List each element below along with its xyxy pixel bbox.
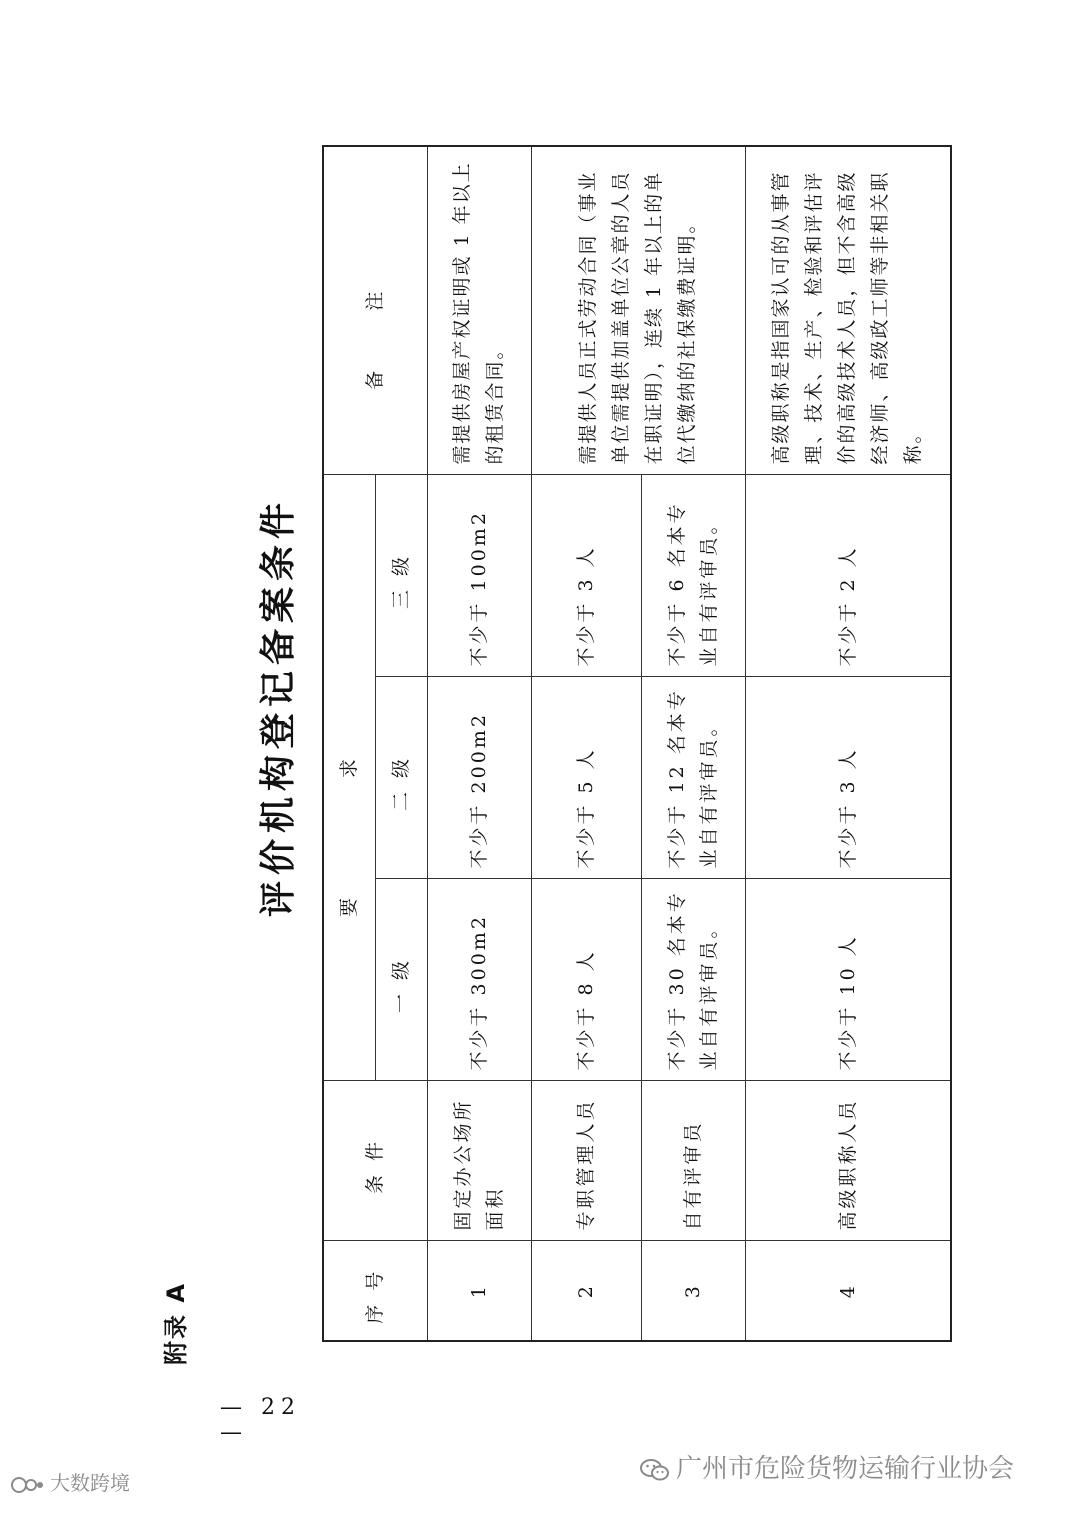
row3-index: 3	[641, 1241, 745, 1341]
row2-level1: 不少于 8 人	[531, 879, 641, 1081]
table-header-row	[323, 146, 375, 1341]
table-row	[427, 146, 531, 1341]
row1-level1: 不少于 300m2	[427, 879, 531, 1081]
row4-index: 4	[745, 1241, 951, 1341]
row3-condition: 自有评审员	[641, 1081, 745, 1241]
row2-index: 2	[531, 1241, 641, 1341]
wechat-icon	[640, 1458, 670, 1482]
header-level3: 三级	[375, 475, 427, 677]
watermark-association-text: 广州市危险货物运输行业协会	[676, 1454, 1015, 1484]
row4-level3: 不少于 2 人	[745, 475, 951, 677]
row3-level2: 不少于 12 名本专业自有评审员。	[641, 677, 745, 879]
row2-level3: 不少于 3 人	[531, 475, 641, 677]
brand-logo-icon	[10, 1474, 46, 1496]
header-index: 序号	[323, 1241, 427, 1341]
table-row	[531, 146, 641, 1341]
header-level2: 二级	[375, 677, 427, 879]
watermark-brand	[10, 1467, 130, 1496]
row4-level1: 不少于 10 人	[745, 879, 951, 1081]
row2-notes: 需提供人员正式劳动合同（事业单位需提供加盖单位公章的人员在职证明），连续 1 年以上的单位代缴纳的社保缴费证明。	[531, 146, 745, 475]
row4-condition: 高级职称人员	[745, 1081, 951, 1241]
row4-notes: 高级职称是指国家认可的从事管理、技术、生产、检验和评估评价的高级技术人员，但不含高级经济师、高级政工师等非相关职称。	[745, 146, 951, 475]
row2-level2: 不少于 5 人	[531, 677, 641, 879]
header-condition: 条件	[323, 1081, 427, 1241]
table-row	[745, 146, 951, 1341]
row1-index: 1	[427, 1241, 531, 1341]
header-requirement: 要求	[323, 475, 375, 1081]
row1-notes: 需提供房屋产权证明或 1 年以上的租赁合同。	[427, 146, 531, 475]
row2-condition: 专职管理人员	[531, 1081, 641, 1241]
rotated-document-page	[150, 19, 1020, 1445]
row4-level2: 不少于 3 人	[745, 677, 951, 879]
page-number: — 22 —	[220, 1395, 301, 1445]
page-title: 评价机构登记备案条件	[257, 497, 299, 918]
header-level1: 一级	[375, 879, 427, 1081]
row1-condition: 固定办公场所面积	[427, 1081, 531, 1241]
header-notes: 备注	[323, 146, 427, 475]
requirements-table	[322, 145, 952, 1342]
appendix-label: 附录 A	[162, 1282, 190, 1365]
row1-level3: 不少于 100m2	[427, 475, 531, 677]
watermark-brand-text: 大数跨境	[50, 1471, 130, 1495]
row3-level3: 不少于 6 名本专业自有评审员。	[641, 475, 745, 677]
watermark-association	[640, 1448, 1014, 1485]
row3-level1: 不少于 30 名本专业自有评审员。	[641, 879, 745, 1081]
row1-level2: 不少于 200m2	[427, 677, 531, 879]
